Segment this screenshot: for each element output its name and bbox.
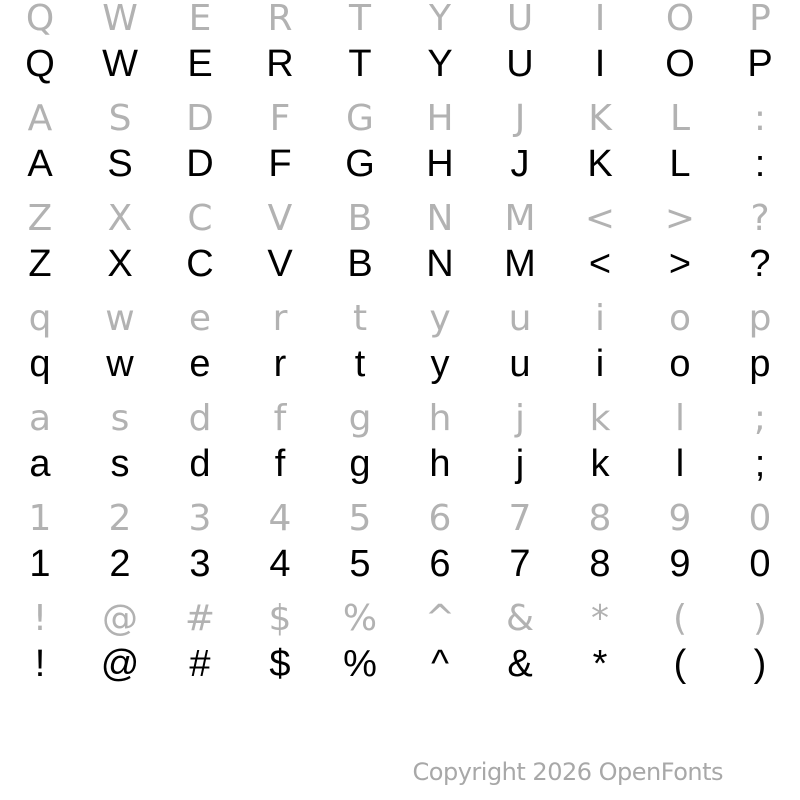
glyph-cell: N (426, 243, 454, 285)
glyph-cell: @ (102, 598, 138, 639)
glyph-cell: U (506, 43, 534, 85)
glyph-cell: < (588, 243, 612, 285)
glyph-cell: $ (268, 598, 292, 639)
glyph-cell: F (268, 143, 292, 185)
glyph-cell: U (506, 0, 534, 39)
glyph-cell: u (509, 343, 531, 385)
glyph-cell: B (347, 198, 373, 239)
glyph-cell: d (189, 443, 211, 485)
glyph-cell: M (504, 198, 536, 239)
glyph-cell: L (669, 143, 691, 185)
glyph-row-muted (0, 596, 800, 642)
glyph-cell: ? (749, 243, 771, 285)
glyph-cell: 2 (108, 498, 132, 539)
glyph-cell: j (515, 443, 525, 485)
glyph-cell: C (187, 198, 213, 239)
glyph-cell: s (110, 398, 130, 439)
glyph-cell: f (274, 443, 286, 485)
glyph-cell: Y (429, 0, 451, 39)
glyph-cell: r (273, 343, 287, 385)
glyph-cell: ) (752, 598, 768, 639)
glyph-cell: D (186, 143, 214, 185)
glyph-cell: J (510, 143, 530, 185)
glyph-cell: o (668, 298, 692, 339)
glyph-cell: K (588, 98, 612, 139)
glyph-cell: : (754, 143, 766, 185)
glyph-cell: A (27, 98, 53, 139)
glyph-cell: k (590, 443, 610, 485)
glyph-cell: ! (34, 643, 46, 685)
glyph-cell: h (429, 443, 451, 485)
glyph-row-muted (0, 296, 800, 342)
glyph-cell: 1 (29, 543, 51, 585)
glyph-cell: h (428, 398, 452, 439)
glyph-cell: a (29, 443, 51, 485)
glyph-cell: l (674, 398, 685, 439)
glyph-cell: 5 (348, 498, 372, 539)
glyph-cell: 1 (28, 498, 52, 539)
glyph-cell: G (346, 98, 374, 139)
glyph-row-primary (0, 642, 800, 696)
glyph-cell: t (352, 298, 368, 339)
glyph-cell: # (189, 643, 211, 685)
glyph-cell: d (188, 398, 212, 439)
glyph-cell: V (267, 243, 293, 285)
glyph-cell: A (27, 143, 53, 185)
glyph-cell: g (348, 398, 372, 439)
glyph-cell: 0 (749, 543, 771, 585)
glyph-cell: a (28, 398, 52, 439)
glyph-cell: > (668, 243, 692, 285)
glyph-cell: r (272, 298, 288, 339)
glyph-cell: % (342, 598, 378, 639)
glyph-cell: k (589, 398, 611, 439)
glyph-cell: 9 (669, 543, 691, 585)
glyph-cell: T (348, 43, 372, 85)
glyph-cell: 7 (508, 498, 532, 539)
glyph-cell: 4 (268, 498, 292, 539)
glyph-cell: ) (753, 643, 767, 685)
glyph-cell: ; (753, 398, 767, 439)
glyph-cell: Z (28, 243, 52, 285)
glyph-cell: Z (27, 198, 53, 239)
glyph-cell: G (345, 143, 375, 185)
glyph-cell: ^ (431, 643, 449, 685)
glyph-row-muted (0, 0, 800, 42)
glyph-cell: % (343, 643, 377, 685)
glyph-cell: E (187, 43, 213, 85)
glyph-cell: 0 (748, 498, 772, 539)
copyright-text: Copyright 2026 OpenFonts (412, 758, 723, 786)
glyph-cell: W (102, 0, 138, 39)
glyph-cell: i (595, 343, 605, 385)
glyph-cell: P (749, 0, 771, 39)
glyph-row-primary (0, 42, 800, 96)
glyph-cell: s (110, 443, 130, 485)
glyph-cell: ( (673, 643, 687, 685)
glyph-cell: y (429, 298, 451, 339)
glyph-cell: 2 (109, 543, 131, 585)
glyph-cell: N (426, 198, 454, 239)
glyph-cell: R (266, 43, 294, 85)
glyph-cell: & (505, 598, 535, 639)
glyph-cell: w (105, 298, 135, 339)
glyph-cell: X (107, 198, 133, 239)
glyph-cell: F (269, 98, 291, 139)
glyph-cell: M (504, 243, 536, 285)
glyph-cell: H (426, 143, 454, 185)
glyph-cell: E (188, 0, 212, 39)
glyph-cell: ; (754, 443, 766, 485)
glyph-cell: X (107, 243, 133, 285)
glyph-cell: q (29, 343, 51, 385)
glyph-row-primary (0, 442, 800, 496)
glyph-cell: 7 (509, 543, 531, 585)
glyph-cell: q (28, 298, 52, 339)
glyph-cell: D (186, 98, 214, 139)
glyph-cell: 6 (429, 543, 451, 585)
glyph-cell: J (514, 98, 526, 139)
glyph-cell: Q (25, 43, 55, 85)
glyph-cell: * (592, 643, 608, 685)
glyph-cell: e (189, 343, 211, 385)
glyph-cell: j (514, 398, 525, 439)
glyph-cell: p (749, 343, 771, 385)
glyph-cell: ( (672, 598, 688, 639)
glyph-cell: 3 (188, 498, 212, 539)
glyph-cell: y (430, 343, 450, 385)
glyph-cell: P (747, 43, 773, 85)
glyph-row-primary (0, 242, 800, 296)
glyph-row-primary (0, 142, 800, 196)
glyph-cell: B (347, 243, 373, 285)
glyph-cell: ! (32, 598, 48, 639)
glyph-cell: p (748, 298, 772, 339)
glyph-cell: u (508, 298, 532, 339)
glyph-cell: K (587, 143, 613, 185)
glyph-cell: S (107, 143, 133, 185)
glyph-cell: > (664, 198, 696, 239)
glyph-cell: & (507, 643, 533, 685)
glyph-cell: 5 (349, 543, 371, 585)
glyph-cell: e (188, 298, 212, 339)
glyph-row-muted (0, 496, 800, 542)
glyph-row-muted (0, 396, 800, 442)
glyph-row-primary (0, 542, 800, 596)
glyph-cell: O (665, 0, 695, 39)
glyph-cell: 9 (668, 498, 692, 539)
glyph-cell: C (186, 243, 214, 285)
glyph-row-muted (0, 96, 800, 142)
glyph-cell: f (273, 398, 287, 439)
glyph-cell: Q (25, 0, 55, 39)
glyph-cell: # (184, 598, 216, 639)
glyph-cell: W (102, 43, 138, 85)
glyph-cell: w (106, 343, 134, 385)
glyph-cell: : (753, 98, 767, 139)
glyph-cell: R (267, 0, 293, 39)
glyph-cell: L (669, 98, 691, 139)
glyph-cell: i (594, 298, 605, 339)
glyph-cell: 4 (269, 543, 291, 585)
glyph-cell: g (349, 443, 371, 485)
glyph-cell: t (354, 343, 366, 385)
glyph-cell: ^ (424, 598, 456, 639)
glyph-cell: < (584, 198, 616, 239)
glyph-cell: Y (427, 43, 453, 85)
glyph-cell: 8 (588, 498, 612, 539)
glyph-cell: o (669, 343, 691, 385)
glyph-cell: I (594, 43, 606, 85)
glyph-row-primary (0, 342, 800, 396)
glyph-cell: @ (100, 643, 140, 685)
glyph-cell: * (591, 598, 609, 639)
glyph-cell: ? (750, 198, 770, 239)
glyph-cell: I (594, 0, 606, 39)
glyph-row-muted (0, 196, 800, 242)
glyph-cell: V (267, 198, 293, 239)
glyph-cell: T (349, 0, 371, 39)
glyph-cell: 6 (428, 498, 452, 539)
glyph-cell: H (426, 98, 454, 139)
glyph-cell: $ (269, 643, 291, 685)
glyph-cell: O (665, 43, 695, 85)
glyph-cell: l (675, 443, 685, 485)
glyph-cell: 8 (589, 543, 611, 585)
glyph-cell: S (108, 98, 132, 139)
glyph-cell: 3 (189, 543, 211, 585)
